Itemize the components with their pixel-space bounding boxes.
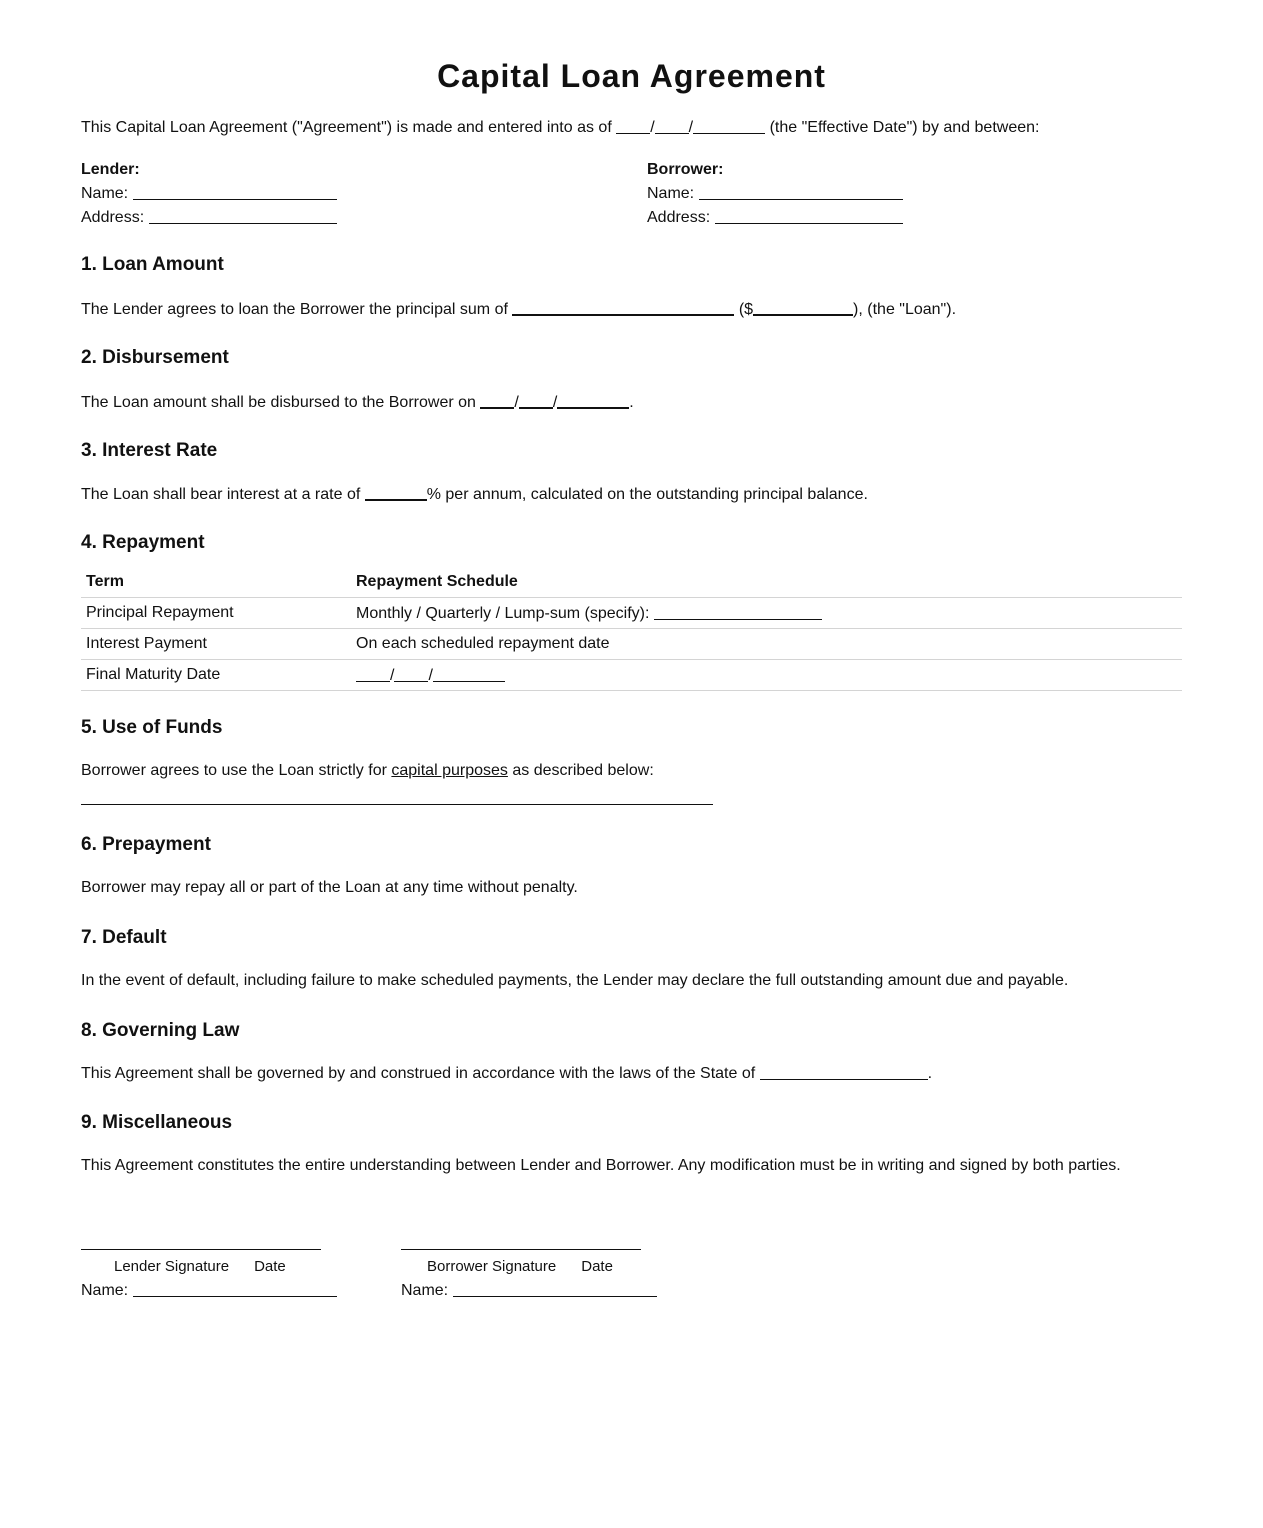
- borrower-name-field[interactable]: [699, 185, 903, 200]
- table-row: [81, 629, 1182, 660]
- prepayment-text: Borrower may repay all or part of the Loan at any time without penalty.: [81, 879, 578, 896]
- lender-signature-label: Lender Signature Date: [114, 1258, 286, 1275]
- schedule-cell: Monthly / Quarterly / Lump-sum (specify):: [351, 598, 1182, 629]
- document-title: Capital Loan Agreement: [437, 58, 826, 94]
- lender-name-field[interactable]: [133, 185, 337, 200]
- lender-signature-name-row: Name:: [81, 1280, 337, 1301]
- borrower-address-field[interactable]: [715, 209, 903, 224]
- borrower-address-row: Address:: [647, 206, 903, 230]
- intro-prefix: This Capital Loan Agreement ("Agreement") is made and entered into as of: [81, 119, 612, 136]
- schedule-cell: / /: [351, 660, 1182, 691]
- maturity-day-field[interactable]: [394, 667, 428, 682]
- use-of-funds-description-field[interactable]: [81, 790, 713, 805]
- lender-signature-line[interactable]: [81, 1249, 321, 1250]
- section-heading-repayment: 4. Repayment: [81, 532, 205, 553]
- capital-purposes-link[interactable]: capital purposes: [391, 762, 508, 779]
- lender-heading: Lender:: [81, 161, 140, 178]
- lender-name-row: Name:: [81, 182, 337, 206]
- governing-law-text: This Agreement shall be governed by and construed in accordance with the laws of the State of .: [81, 1065, 933, 1082]
- section-heading-prepayment: 6. Prepayment: [81, 834, 211, 855]
- lender-signature-name-field[interactable]: [133, 1282, 337, 1297]
- section-heading-use-of-funds: 5. Use of Funds: [81, 717, 223, 738]
- table-row: [81, 598, 1182, 629]
- schedule-cell: On each scheduled repayment date: [351, 629, 1182, 660]
- loan-amount-text: The Lender agrees to loan the Borrower the principal sum of ($ ), (the "Loan").: [81, 301, 957, 318]
- governing-state-field[interactable]: [760, 1065, 928, 1080]
- table-row: [81, 660, 1182, 691]
- interest-rate-text: The Loan shall bear interest at a rate of % per annum, calculated on the outstanding principal balance.: [81, 486, 868, 503]
- section-heading-disbursement: 2. Disbursement: [81, 347, 229, 368]
- borrower-signature-name-row: Name:: [401, 1280, 657, 1301]
- borrower-signature-name-field[interactable]: [453, 1282, 657, 1297]
- section-heading-default: 7. Default: [81, 927, 167, 948]
- borrower-heading: Borrower:: [647, 161, 724, 178]
- default-text: In the event of default, including failure to make scheduled payments, the Lender may declare the full outstanding amount due and payable.: [81, 972, 1069, 989]
- column-header-term: Term: [81, 567, 351, 598]
- lender-block: [81, 158, 337, 230]
- maturity-month-field[interactable]: [356, 667, 390, 682]
- loan-amount-number-field[interactable]: [753, 300, 853, 316]
- disbursement-year-field[interactable]: [557, 393, 629, 409]
- disbursement-day-field[interactable]: [519, 393, 553, 409]
- miscellaneous-text: This Agreement constitutes the entire understanding between Lender and Borrower. Any modification must be in writing and signed by both parties.: [81, 1157, 1121, 1174]
- term-cell: Principal Repayment: [81, 598, 351, 629]
- section-heading-interest-rate: 3. Interest Rate: [81, 440, 218, 461]
- section-heading-miscellaneous: 9. Miscellaneous: [81, 1112, 233, 1133]
- lender-address-field[interactable]: [149, 209, 337, 224]
- use-of-funds-text: Borrower agrees to use the Loan strictly for capital purposes as described below:: [81, 762, 654, 779]
- disbursement-month-field[interactable]: [480, 393, 514, 409]
- effective-date-month-field[interactable]: [616, 119, 650, 134]
- interest-rate-field[interactable]: [365, 485, 427, 501]
- borrower-name-row: Name:: [647, 182, 903, 206]
- repayment-table: [81, 567, 1182, 691]
- effective-date-year-field[interactable]: [693, 119, 765, 134]
- section-heading-governing-law: 8. Governing Law: [81, 1020, 240, 1041]
- loan-amount-words-field[interactable]: [512, 300, 734, 316]
- table-header-row: [81, 567, 1182, 598]
- disbursement-text: The Loan amount shall be disbursed to the Borrower on / / .: [81, 394, 634, 411]
- term-cell: Final Maturity Date: [81, 660, 351, 691]
- section-heading-loan-amount: 1. Loan Amount: [81, 254, 224, 275]
- intro-suffix: (the "Effective Date") by and between:: [769, 119, 1040, 136]
- column-header-schedule: Repayment Schedule: [351, 567, 1182, 598]
- effective-date-day-field[interactable]: [655, 119, 689, 134]
- borrower-block: [647, 158, 903, 230]
- lender-address-row: Address:: [81, 206, 337, 230]
- intro-line: This Capital Loan Agreement ("Agreement") is made and entered into as of / / (the "Effective Date") by and between:: [81, 119, 1040, 136]
- borrower-signature-label: Borrower Signature Date: [427, 1258, 613, 1275]
- borrower-signature-line[interactable]: [401, 1249, 641, 1250]
- maturity-year-field[interactable]: [433, 667, 505, 682]
- term-cell: Interest Payment: [81, 629, 351, 660]
- repayment-frequency-field[interactable]: [654, 605, 822, 620]
